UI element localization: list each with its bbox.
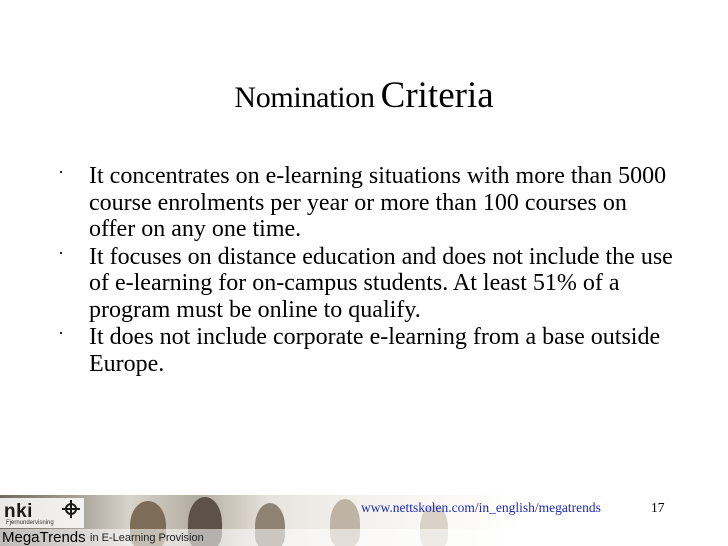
brand-bar <box>0 529 728 546</box>
logo-subtext: Fjernundervisning <box>6 520 54 526</box>
brand-name: MegaTrends <box>2 529 86 546</box>
bullet-list <box>56 163 676 378</box>
bullet-text: It focuses on distance education and does not include the use of e-learning for on-campus students. At least 51% of a program must be online to qualify. <box>89 243 673 323</box>
bullet-item <box>56 163 676 243</box>
bullet-item <box>56 244 676 324</box>
footer-url-link[interactable]: www.nettskolen.com/in_english/megatrends <box>361 500 601 515</box>
bullet-glyph: · <box>58 242 64 263</box>
bullet-text: It does not include corporate e-learning from a base outside Europe. <box>89 324 661 377</box>
bullet-glyph: · <box>58 162 64 182</box>
slide-title-part2: Criteria <box>380 75 494 116</box>
bullet-glyph: · <box>58 323 64 343</box>
nki-logo <box>0 498 84 528</box>
slide-title <box>0 74 728 117</box>
bullet-text: It concentrates on e-learning situations with more than 5000 course enrolments per year or more than 100 courses on offer on any one time. <box>89 163 667 242</box>
page-number: 17 <box>651 500 665 515</box>
compass-icon <box>62 500 80 518</box>
logo-text: nki <box>4 501 33 522</box>
slide-title-part1: Nomination <box>234 81 375 114</box>
brand-tagline: in E-Learning Provision <box>90 532 204 544</box>
bullet-item <box>56 324 676 377</box>
